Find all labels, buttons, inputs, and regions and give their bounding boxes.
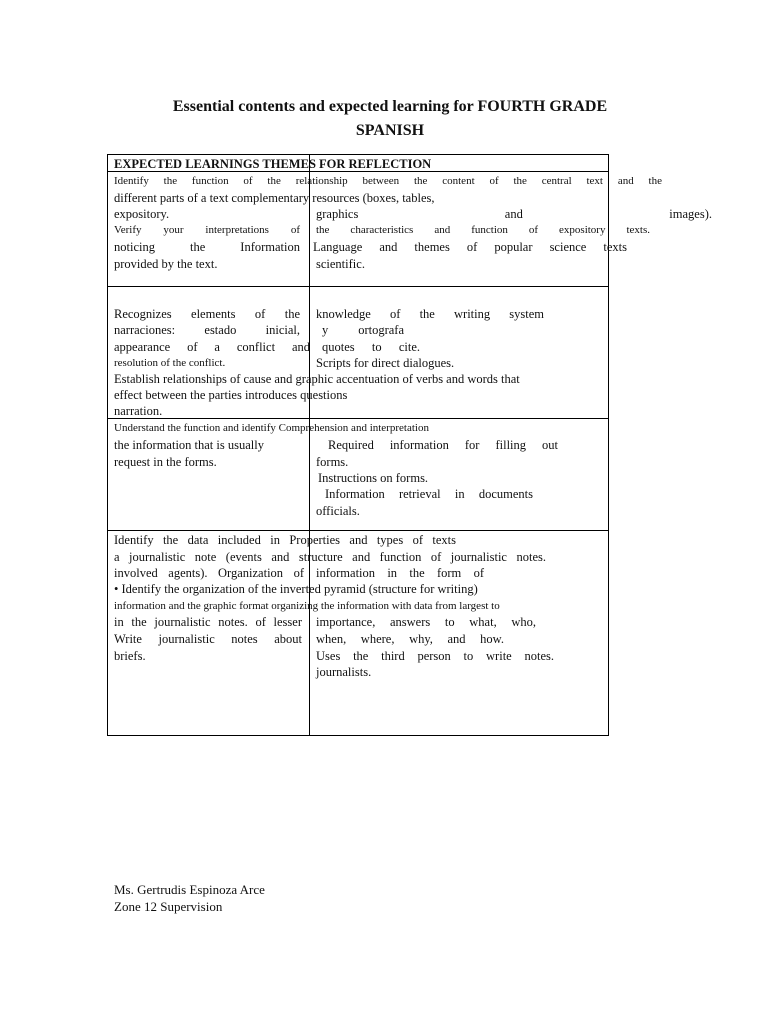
table-cell-text: y ortografa [322, 323, 404, 337]
table-cell-text: different parts of a text complementary resources (boxes, tables, [114, 191, 435, 205]
table-cell-text: Information retrieval in documents [325, 487, 533, 501]
table-cell-text: Identify the function of the relationship between the content of the central text and the [114, 175, 662, 187]
table-cell-text: Uses the third person to write notes. [316, 649, 554, 663]
table-cell-text: appearance of a conflict and [114, 340, 310, 354]
table-cell-text: forms. [316, 455, 349, 469]
table-cell-text: officials. [316, 504, 360, 518]
table-cell-text: the characteristics and function of expository texts. [316, 224, 650, 236]
table-header: EXPECTED LEARNINGS THEMES FOR REFLECTION [114, 157, 432, 171]
table-cell-text: noticing the Information [114, 240, 300, 254]
table-cell-text: Language and themes of popular science texts [313, 240, 627, 254]
column-divider [309, 154, 310, 736]
table-cell-text: Identify the data included in Properties and types of texts [114, 533, 456, 547]
table-cell-text: Write journalistic notes about [114, 632, 302, 646]
table-cell-text: scientific. [316, 257, 365, 271]
table-cell-text: information in the form of [316, 566, 484, 580]
table-cell-text: a journalistic note (events and structure and function of journalistic notes. [114, 550, 546, 564]
table-cell-text: narraciones: estado inicial, [114, 323, 300, 337]
signature-name: Ms. Gertrudis Espinoza Arce [114, 882, 265, 897]
table-cell-text: resolution of the conflict. [114, 357, 226, 369]
table-cell-text: Establish relationships of cause and graphic accentuation of verbs and words that [114, 372, 520, 386]
row-divider-1 [107, 286, 609, 287]
page-title-line1: Essential contents and expected learning for FOURTH GRADE [172, 98, 608, 115]
table-cell-text: Required information for filling out [328, 438, 558, 452]
table-cell-text: graphics and images). [316, 207, 712, 221]
table-cell-text: expository. [114, 207, 170, 221]
table-cell-text: effect between the parties introduces questions [114, 388, 348, 402]
table-cell-text: in the journalistic notes. of lesser [114, 615, 302, 629]
table-cell-text: importance, answers to what, who, [316, 615, 536, 629]
signature-office: Zone 12 Supervision [114, 899, 223, 914]
row-divider-2 [107, 418, 609, 419]
table-cell-text: narration. [114, 404, 163, 418]
table-cell-text: request in the forms. [114, 455, 217, 469]
table-cell-text: journalists. [316, 665, 372, 679]
table-cell-text: provided by the text. [114, 257, 218, 271]
table-cell-text: the information that is usually [114, 438, 264, 452]
table-cell-text: Scripts for direct dialogues. [316, 356, 455, 370]
row-divider-3 [107, 530, 609, 531]
table-cell-text: involved agents). Organization of [114, 566, 304, 580]
table-cell-text: quotes to cite. [322, 340, 420, 354]
table-cell-text: knowledge of the writing system [316, 307, 544, 321]
table-cell-text: Verify your interpretations of [114, 224, 300, 236]
table-cell-text: information and the graphic format organizing the information with data from largest to [114, 600, 500, 612]
table-cell-text: Recognizes elements of the [114, 307, 300, 321]
table-cell-text: Instructions on forms. [318, 471, 429, 485]
page-title-line2: SPANISH [355, 122, 425, 139]
table-cell-text: briefs. [114, 649, 146, 663]
table-cell-text: • Identify the organization of the inverted pyramid (structure for writing) [114, 582, 478, 596]
table-cell-text: Understand the function and identify Comprehension and interpretation [114, 422, 429, 434]
table-cell-text: when, where, why, and how. [316, 632, 504, 646]
